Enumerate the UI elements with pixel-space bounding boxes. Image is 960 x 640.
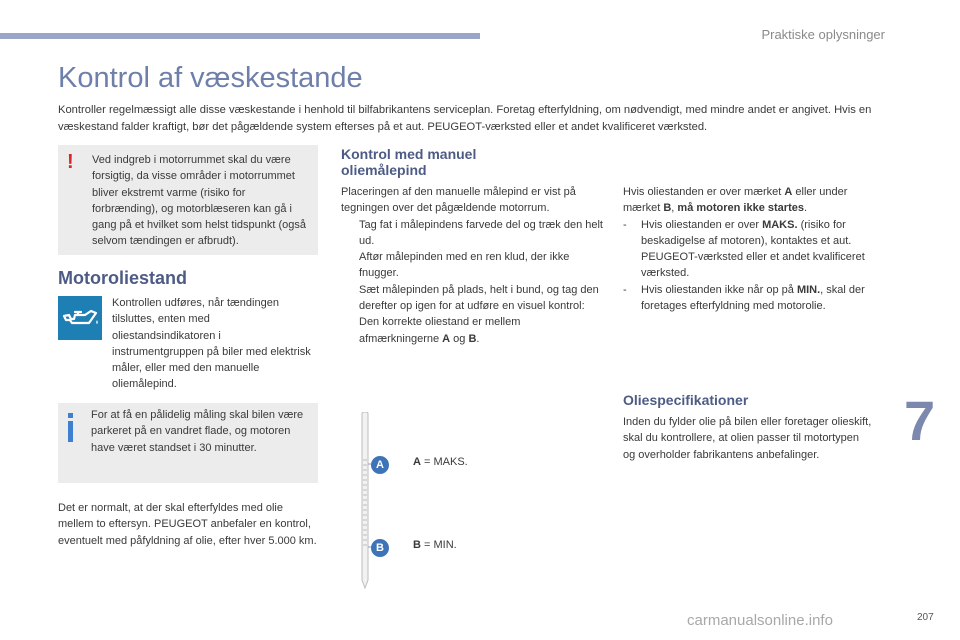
warning-text: Ved indgreb i motorrummet skal du være forsigtig, da visse områder i motorrummet bliver ekstremt varme (risiko for forbrænding), og motorblæseren kan gå i gang på et hvilket som helst tidspunkt (også selvom tændingen er afbrudt).	[92, 154, 307, 248]
oil-spec-heading: Oliespecifikationer	[623, 392, 749, 408]
manual-intro: Placeringen af den manuelle målepind er vist på tegningen over det pågældende motorrum.	[341, 186, 576, 215]
bullet-text: Tag fat i målepindens farvede del og træk den helt ud.	[359, 218, 603, 247]
section-label: Praktiske oplysninger	[761, 27, 885, 42]
item-text-post: , skal der foretages efterfyldning med motorolie.	[641, 283, 865, 313]
motor-oil-description: Kontrollen udføres, når tændingen tilsluttes, enten med oliestandsindikatoren i instrumentgruppen på biler med elektrisk måler, eller med den manuelle oliemålepind.	[112, 297, 311, 391]
level-text-end: .	[803, 202, 808, 215]
info-text: For at få en pålidelig måling skal bilen være parkeret på en vandret flade, og motoren have været standset i 30 minutter.	[91, 409, 304, 454]
dipstick-illustration	[352, 412, 400, 590]
mark-b-ref: B	[663, 202, 672, 215]
list-item	[623, 217, 885, 282]
page-title: Kontrol af væskestande	[58, 62, 363, 94]
page-number: 207	[917, 612, 934, 623]
info-icon	[58, 403, 88, 443]
dash-marker: -	[623, 283, 627, 296]
list-item	[341, 282, 603, 347]
min-label	[413, 539, 457, 551]
oil-level-rules	[623, 184, 885, 314]
item-text: Hvis oliestanden ikke når op på	[641, 283, 797, 296]
oil-spec-text: Inden du fylder olie på bilen eller foretager olieskift, skal du kontrollere, at olien passer til motortypen og overholder fabrikantens anbefalinger.	[623, 416, 872, 461]
manual-instructions	[341, 184, 603, 347]
top-decorative-bar	[0, 33, 480, 39]
manual-heading-line2: oliemålepind	[341, 162, 427, 178]
level-intro	[623, 184, 885, 217]
maks-ref: MAKS.	[762, 218, 798, 231]
max-label-text: = MAKS.	[420, 456, 468, 468]
chapter-number: 7	[904, 389, 936, 452]
level-text-mid: eller under mærket	[623, 186, 848, 215]
intro-paragraph: Kontroller regelmæssigt alle disse væskestande i henhold til bilfabrikantens serviceplan. Foretag efterfyldning, om nødvendigt, med mindre andet er angivet. Hvis en væskestand falder kraftigt, bør det pågældende system efterses på et aut. PEUGEOT-værksted eller et andet kvalificeret værksted.	[58, 104, 872, 133]
mark-b-ref: B	[468, 332, 477, 345]
bullet-text-end: .	[476, 332, 480, 345]
mark-a-ref: A	[784, 186, 793, 198]
watermark: carmanualsonline.info	[687, 612, 833, 629]
list-item	[341, 217, 603, 250]
list-item	[623, 282, 885, 315]
warning-note	[58, 145, 318, 255]
dash-marker: -	[623, 218, 627, 231]
max-label-letter: A	[413, 456, 421, 468]
manual-dipstick-heading	[341, 146, 561, 178]
motor-oil-heading: Motoroliestand	[58, 268, 187, 288]
bullet-text-og: og	[450, 332, 469, 345]
mark-a-ref: A	[442, 332, 451, 345]
level-text-comma: ,	[671, 202, 678, 215]
level-text-pre: Hvis oliestanden er over mærket	[623, 186, 785, 198]
item-text: Hvis oliestanden er over	[641, 218, 763, 231]
exclamation-icon: !	[67, 151, 74, 173]
item-text-post: (risiko for beskadigelse af motoren), kontaktes et aut. PEUGEOT-værksted eller et andet kvalificeret værksted.	[641, 218, 865, 280]
oil-consumption-paragraph: Det er normalt, at der skal efterfyldes med olie mellem to eftersyn. PEUGEOT anbefaler en kontrol, eventuelt med påfyldning af olie, efter hver 5.000 km.	[58, 502, 317, 547]
min-ref: MIN.	[796, 283, 821, 296]
marker-a-badge: A	[371, 456, 389, 474]
min-label-letter: B	[413, 539, 421, 551]
min-label-text: = MIN.	[420, 539, 457, 551]
marker-b-badge: B	[371, 539, 389, 557]
bullet-text: Sæt målepinden på plads, helt i bund, og tag den derefter op igen for at udføre en visuel kontrol: Den korrekte oliestand er mellem afmærkningerne	[359, 283, 599, 345]
manual-heading-line1: Kontrol med manuel	[341, 146, 477, 162]
info-note	[58, 403, 318, 483]
bullet-text: Aftør målepinden med en ren klud, der ikke fnugger.	[359, 251, 570, 280]
max-label	[413, 456, 468, 468]
list-item	[341, 249, 603, 282]
do-not-start-warning: må motoren ikke startes	[677, 202, 804, 215]
oil-can-icon	[58, 296, 102, 340]
